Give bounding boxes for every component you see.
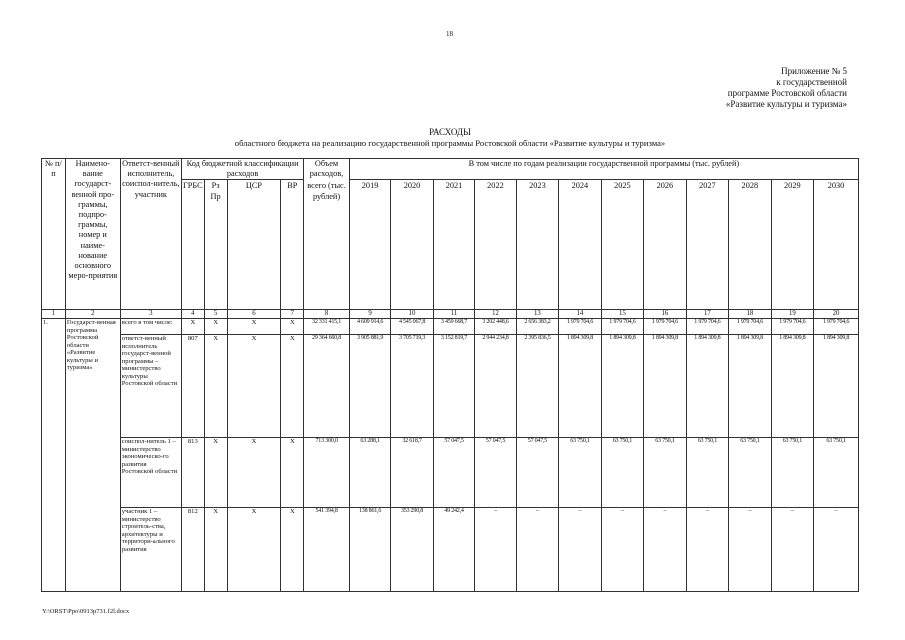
row-year-value: 63 750,1 <box>644 438 686 508</box>
row-rzpr: Х <box>204 335 227 438</box>
row-year-value: 63 750,1 <box>559 438 601 508</box>
column-number: 9 <box>349 310 390 319</box>
row-total: 713 300,0 <box>304 438 350 508</box>
row-grbs: Х <box>181 319 204 335</box>
file-path-footer: Y:\ORST\Ppo\0913p731.f2l.docx <box>42 608 130 615</box>
header-year-2027: 2027 <box>686 180 728 310</box>
header-volume-total: всего (тыс. рублей) <box>304 180 350 310</box>
header-year-2029: 2029 <box>771 180 813 310</box>
row-year-value: 1 894 309,8 <box>814 335 859 438</box>
row-year-value: – <box>729 508 771 592</box>
row-year-value: 4 545 067,8 <box>391 319 433 335</box>
header-year-2021: 2021 <box>433 180 474 310</box>
row-executor: участник 1 – министерство строитель-ства, архитектуры и территори-ального развития <box>120 508 181 592</box>
header-grbs: ГРБС <box>181 180 204 310</box>
row-vr: Х <box>281 319 304 335</box>
row-year-value: 138 861,6 <box>349 508 390 592</box>
row-rzpr: Х <box>204 508 227 592</box>
row-rzpr: Х <box>204 438 227 508</box>
page-number: 18 <box>446 30 453 38</box>
column-number: 20 <box>814 310 859 319</box>
program-number: 1. <box>42 319 66 592</box>
row-year-value: 32 618,7 <box>391 438 433 508</box>
column-number: 12 <box>475 310 516 319</box>
header-budget-code: Код бюджетной классификации расходов <box>181 159 303 180</box>
row-executor: всего в том числе: <box>120 319 181 335</box>
row-year-value: 63 288,1 <box>349 438 390 508</box>
appendix-line-1: Приложение № 5 <box>781 66 847 76</box>
row-year-value: 2 395 836,5 <box>516 335 558 438</box>
row-csr: Х <box>227 319 281 335</box>
header-csr: ЦСР <box>227 180 281 310</box>
row-year-value: 57 047,5 <box>475 438 516 508</box>
column-number: 6 <box>227 310 281 319</box>
column-number: 7 <box>281 310 304 319</box>
appendix-line-4: «Развитие культуры и туризма» <box>725 99 847 109</box>
header-executor: Ответст-венный исполнитель, соиспол-нитель, участник <box>120 159 181 310</box>
row-csr: Х <box>227 508 281 592</box>
column-number: 19 <box>771 310 813 319</box>
row-year-value: 1 894 309,8 <box>729 335 771 438</box>
row-year-value: – <box>771 508 813 592</box>
header-year-2024: 2024 <box>559 180 601 310</box>
header-year-2022: 2022 <box>475 180 516 310</box>
row-year-value: 57 047,5 <box>516 438 558 508</box>
table-row <box>42 319 859 335</box>
row-csr: Х <box>227 335 281 438</box>
row-total: 541 394,8 <box>304 508 350 592</box>
row-grbs: 813 <box>181 438 204 508</box>
row-rzpr: Х <box>204 319 227 335</box>
row-grbs: 807 <box>181 335 204 438</box>
row-year-value: 1 979 704,6 <box>601 319 643 335</box>
table-row <box>42 508 859 592</box>
column-number: 15 <box>601 310 643 319</box>
row-year-value: 2 656 383,2 <box>516 319 558 335</box>
appendix-line-2: к государственной <box>776 77 847 87</box>
column-numbers-row <box>42 310 859 319</box>
row-year-value: – <box>686 508 728 592</box>
row-csr: Х <box>227 438 281 508</box>
row-year-value: 1 979 704,6 <box>644 319 686 335</box>
row-year-value: 49 242,4 <box>433 508 474 592</box>
header-year-2028: 2028 <box>729 180 771 310</box>
row-year-value: – <box>601 508 643 592</box>
row-year-value: 3 202 448,6 <box>475 319 516 335</box>
header-vr: ВР <box>281 180 304 310</box>
row-executor: ответст-венный исполнитель государст-венной программы – министерство культуры Ростовской области <box>120 335 181 438</box>
row-grbs: 812 <box>181 508 204 592</box>
row-year-value: 1 979 704,6 <box>771 319 813 335</box>
row-vr: Х <box>281 438 304 508</box>
table-row <box>42 335 859 438</box>
row-year-value: 3 905 881,9 <box>349 335 390 438</box>
document-title: РАСХОДЫ <box>429 127 471 137</box>
row-vr: Х <box>281 508 304 592</box>
row-year-value: 57 047,5 <box>433 438 474 508</box>
column-number: 17 <box>686 310 728 319</box>
row-vr: Х <box>281 335 304 438</box>
appendix-header <box>647 66 847 110</box>
row-year-value: 63 750,1 <box>686 438 728 508</box>
column-number: 13 <box>516 310 558 319</box>
header-year-2025: 2025 <box>601 180 643 310</box>
column-number: 14 <box>559 310 601 319</box>
row-year-value: 1 894 309,8 <box>686 335 728 438</box>
row-year-value: 63 750,1 <box>771 438 813 508</box>
row-year-value: 3 459 668,7 <box>433 319 474 335</box>
row-year-value: 1 979 704,6 <box>686 319 728 335</box>
program-name: Государст-венная программа Ростовской области «Развитие культуры и туризма» <box>65 319 120 592</box>
expenses-table <box>41 158 859 592</box>
row-year-value: 1 894 309,8 <box>644 335 686 438</box>
row-year-value: 1 979 704,6 <box>729 319 771 335</box>
header-by-years: В том числе по годам реализации государственной программы (тыс. рублей) <box>349 159 858 180</box>
header-year-2019: 2019 <box>349 180 390 310</box>
table-row <box>42 438 859 508</box>
row-year-value: 3 152 819,7 <box>433 335 474 438</box>
header-year-2030: 2030 <box>814 180 859 310</box>
column-number: 3 <box>120 310 181 319</box>
document-subtitle: областного бюджета на реализацию государственной программы Ростовской области «Развитие культуры и туризма» <box>234 138 666 148</box>
column-number: 16 <box>644 310 686 319</box>
row-year-value: 1 979 704,6 <box>814 319 859 335</box>
column-number: 5 <box>204 310 227 319</box>
row-year-value: 63 750,1 <box>601 438 643 508</box>
column-number: 10 <box>391 310 433 319</box>
header-name: Наимено-вание государст-венной про-граммы, подпро-граммы, номер и наиме-нование основного меро-приятия <box>65 159 120 310</box>
row-year-value: 3 705 719,3 <box>391 335 433 438</box>
row-year-value: 353 290,8 <box>391 508 433 592</box>
row-year-value: 2 944 234,8 <box>475 335 516 438</box>
column-number: 2 <box>65 310 120 319</box>
column-number: 11 <box>433 310 474 319</box>
row-total: 32 331 415,1 <box>304 319 350 335</box>
row-total: 29 364 660,8 <box>304 335 350 438</box>
row-year-value: 63 750,1 <box>814 438 859 508</box>
header-volume: Объем расходов, <box>304 159 350 180</box>
row-year-value: – <box>475 508 516 592</box>
row-year-value: 1 894 309,8 <box>771 335 813 438</box>
header-rzpr: Рз Пр <box>204 180 227 310</box>
row-year-value: – <box>516 508 558 592</box>
row-year-value: – <box>644 508 686 592</box>
row-year-value: 4 609 914,6 <box>349 319 390 335</box>
header-year-2020: 2020 <box>391 180 433 310</box>
column-number: 4 <box>181 310 204 319</box>
column-number: 18 <box>729 310 771 319</box>
row-year-value: 63 750,1 <box>729 438 771 508</box>
column-number: 8 <box>304 310 350 319</box>
header-year-2023: 2023 <box>516 180 558 310</box>
row-executor: соиспол-нитель 1 – министерство экономическо-го развития Ростовской области <box>120 438 181 508</box>
row-year-value: 1 894 309,8 <box>601 335 643 438</box>
column-number: 1 <box>42 310 66 319</box>
row-year-value: – <box>814 508 859 592</box>
header-num: № п/п <box>42 159 66 310</box>
appendix-line-3: программе Ростовской области <box>727 88 847 98</box>
row-year-value: – <box>559 508 601 592</box>
row-year-value: 1 894 309,8 <box>559 335 601 438</box>
header-year-2026: 2026 <box>644 180 686 310</box>
row-year-value: 1 979 704,6 <box>559 319 601 335</box>
